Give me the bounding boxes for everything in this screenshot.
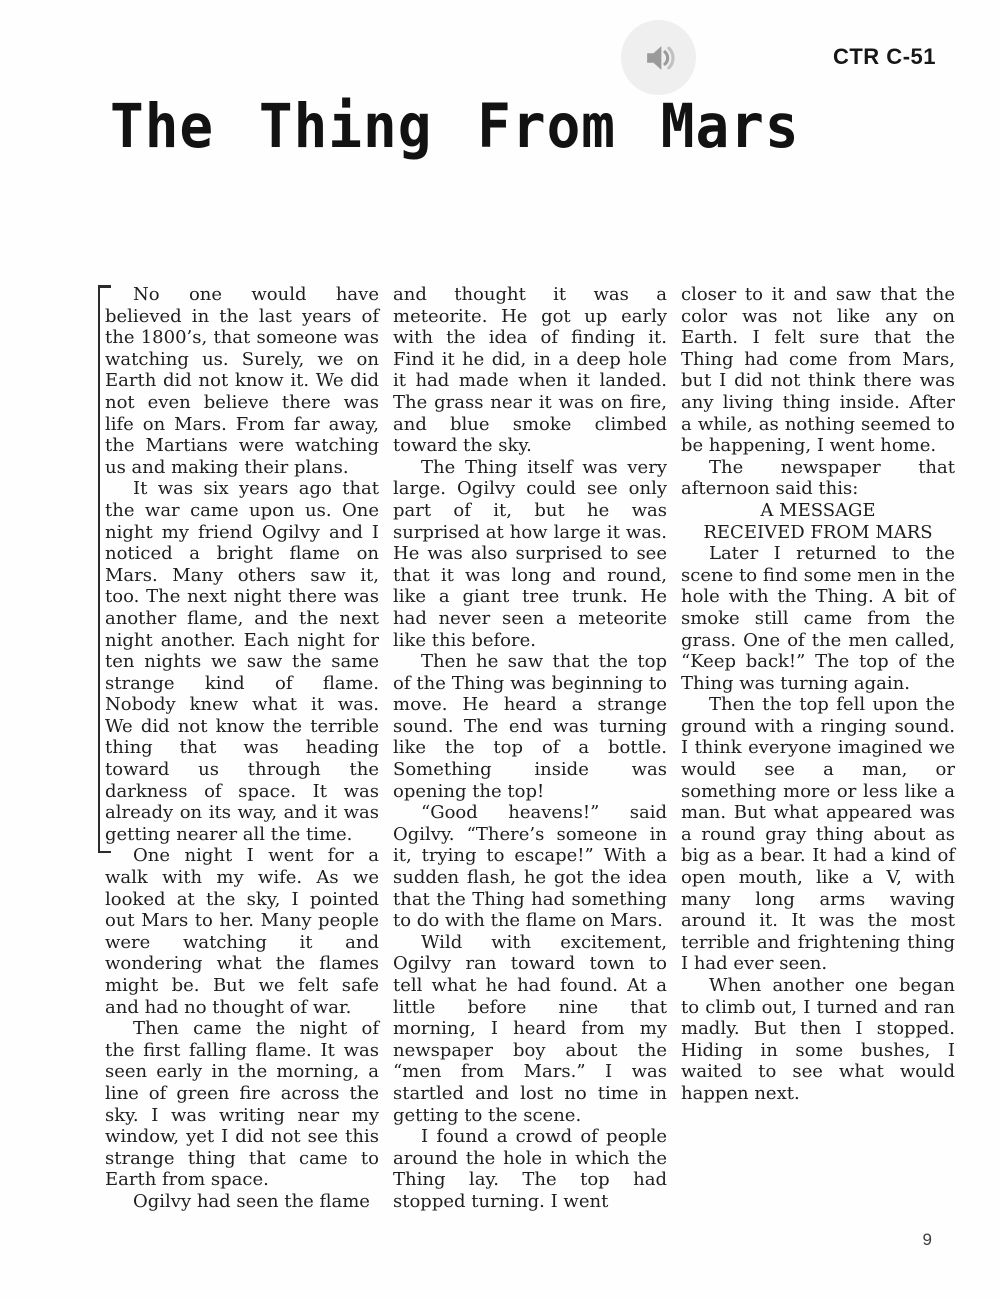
doc-code-label: CTR C-51 — [832, 44, 936, 69]
paragraph: It was six years ago that the war came upon us. One night my friend Ogilvy and I noticed a bright flame on Mars. Many others saw it, too. The next night there was another flame, and the next night another. Each night for ten nights we saw the same strange kind of flame. Nobody knew what it was. We did not know the terrible thing that was heading toward us through the darkness of space. It was already on its way, and it was getting nearer all the time. — [105, 478, 379, 845]
paragraph: Then the top fell upon the ground with a ringing sound. I think everyone imagined we would see a man, or something more or less like a man. But what appeared was a round gray thing about as big as a bear. It had a kind of open mouth, like a V, with many long arms waving around it. It was the most terrible and frightening thing I had ever seen. — [681, 694, 955, 975]
paragraph: “Good heavens!” said Ogilvy. “There’s someone in it, trying to escape!” With a sudden flash, he got the idea that the Thing had something to do with the flame on Mars. — [393, 802, 667, 932]
speaker-icon — [640, 39, 678, 77]
paragraph: One night I went for a walk with my wife. As we looked at the sky, I pointed out Mars to her. Many people were watching it and wondering what the flames might be. But we felt safe and had no thought of war. — [105, 845, 379, 1018]
message-heading-line: RECEIVED FROM MARS — [703, 521, 933, 543]
paragraph: Then he saw that the top of the Thing was beginning to move. He heard a strange sound. The end was turning like the top of a bottle. Something inside was opening the top! — [393, 651, 667, 802]
paragraph: When another one began to climb out, I turned and ran madly. But then I stopped. Hiding in some bushes, I waited to see what would happen next. — [681, 975, 955, 1104]
paragraph: The newspaper that afternoon said this: — [681, 456, 955, 500]
page-title: The Thing From Mars — [110, 92, 800, 163]
paragraph: Wild with excitement, Ogilvy ran toward town to tell what he had found. At a little before nine that morning, I heard from my newspaper boy about the “men from Mars.” I was startled and lost no time in getting to the scene. — [393, 931, 667, 1126]
page-number: 9 — [922, 1230, 932, 1249]
story-text — [105, 284, 957, 1213]
paragraph: Ogilvy had seen the flame — [133, 1190, 370, 1212]
text-column-2 — [393, 284, 667, 1213]
paragraph: The Thing itself was very large. Ogilvy could see only part of it, but he was surprised at how large it was. He was also surprised to see that it was long and round, like a giant tree trunk. He had never seen a meteorite like this before. — [393, 456, 667, 651]
text-column-1 — [105, 284, 379, 1213]
paragraph: No one would have believed in the last years of the 1800’s, that someone was watching us. Surely, we on Earth did not know it. We did not even believe there was life on Mars. From far away, the Martians were watching us and making their plans. — [105, 284, 379, 478]
paragraph: I found a crowd of people around the hole in which the Thing lay. The top had stopped turning. I went — [393, 1126, 667, 1212]
paragraph: Later I returned to the scene to find some men in the hole with the Thing. A bit of smoke still came from the grass. One of the men called, “Keep back!” The top of the Thing was turning again. — [681, 543, 955, 694]
paragraph: and thought it was a meteorite. He got up early with the idea of finding it. Find it he did, in a deep hole it had made when it landed. The grass near it was on fire, and blue smoke climbed toward the sky. — [393, 284, 667, 457]
message-heading-line: A MESSAGE — [760, 499, 876, 521]
text-column-3 — [681, 284, 955, 1213]
audio-button[interactable] — [621, 20, 696, 95]
paragraph: closer to it and saw that the color was not like any on Earth. I felt sure that the Thing had come from Mars, but I did not think there was any living thing inside. After a while, as nothing seemed to be happening, I went home. — [681, 284, 955, 457]
paragraph: Then came the night of the first falling flame. It was seen early in the morning, a line of green fire across the sky. I was writing near my window, yet I did not see this strange thing that came to Earth from space. — [105, 1018, 379, 1191]
